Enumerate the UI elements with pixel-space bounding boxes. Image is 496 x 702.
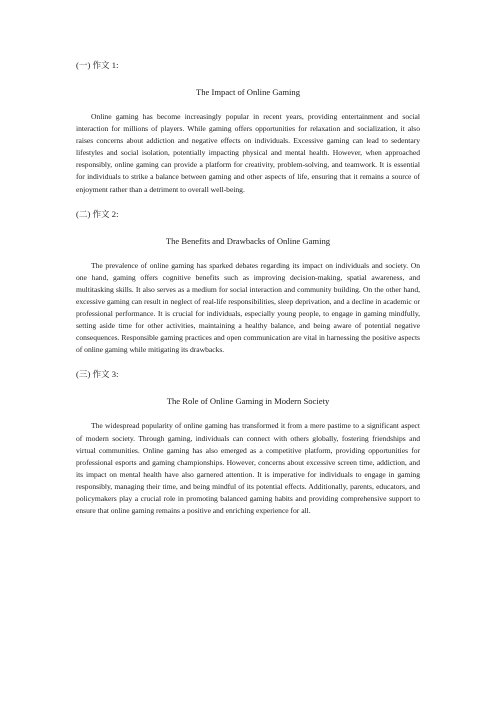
section-label-3: (三) 作文 3:: [76, 369, 119, 380]
document-page: [76, 60, 420, 517]
essay-title-2: The Benefits and Drawbacks of Online Gaming: [165, 235, 331, 246]
essay-title-1: The Impact of Online Gaming: [195, 87, 301, 97]
section-label-2: (二) 作文 2:: [76, 208, 119, 219]
essay-body-1: Online gaming has become increasingly popular in recent years, providing entertainment and social interaction for millions of players. While gaming offers opportunities for relaxation and socialization, it also raises concerns about addiction and negative effects on individuals. Excessive gaming can lead to sedentary lifestyles and social isolation, potentially impacting physical and mental health. However, when approached responsibly, online gaming can provide a platform for creativity, problem-solving, and teamwork. It is essential for individuals to strike a balance between gaming and other aspects of life, ensuring that it remains a source of enjoyment rather than a detriment to overall well-being.: [76, 112, 420, 194]
section-label-1: (一) 作文 1:: [76, 60, 119, 70]
essay-body-2: The prevalence of online gaming has sparked debates regarding its impact on individuals and society. On one hand, gaming offers cognitive benefits such as improving decision-making, spatial awareness, and multitasking skills. It also serves as a medium for social interaction and community building. On the other hand, excessive gaming can result in neglect of real-life responsibilities, sleep deprivation, and a decline in academic or professional performance. It is crucial for individuals, especially young people, to engage in gaming mindfully, setting aside time for other activities, maintaining a healthy balance, and being aware of potential negative consequences. Responsible gaming practices and open communication are vital in harnessing the positive aspects of online gaming while mitigating its drawbacks.: [76, 260, 420, 355]
essay-title-3: The Role of Online Gaming in Modern Society: [166, 396, 330, 407]
essay-body-3: The widespread popularity of online gaming has transformed it from a mere pastime to a significant aspect of modern society. Through gaming, individuals can connect with others globally, fostering friendships and virtual communities. Online gaming has also emerged as a competitive platform, providing opportunities for professional esports and gaming championships. However, concerns about excessive screen time, addiction, and its impact on mental health have also garnered attention. It is imperative for individuals to engage in gaming responsibly, managing their time, and being mindful of its potential effects. Additionally, parents, educators, and policymakers play a crucial role in promoting balanced gaming habits and providing comprehensive support to ensure that online gaming remains a positive and enriching experience for all.: [76, 421, 420, 516]
